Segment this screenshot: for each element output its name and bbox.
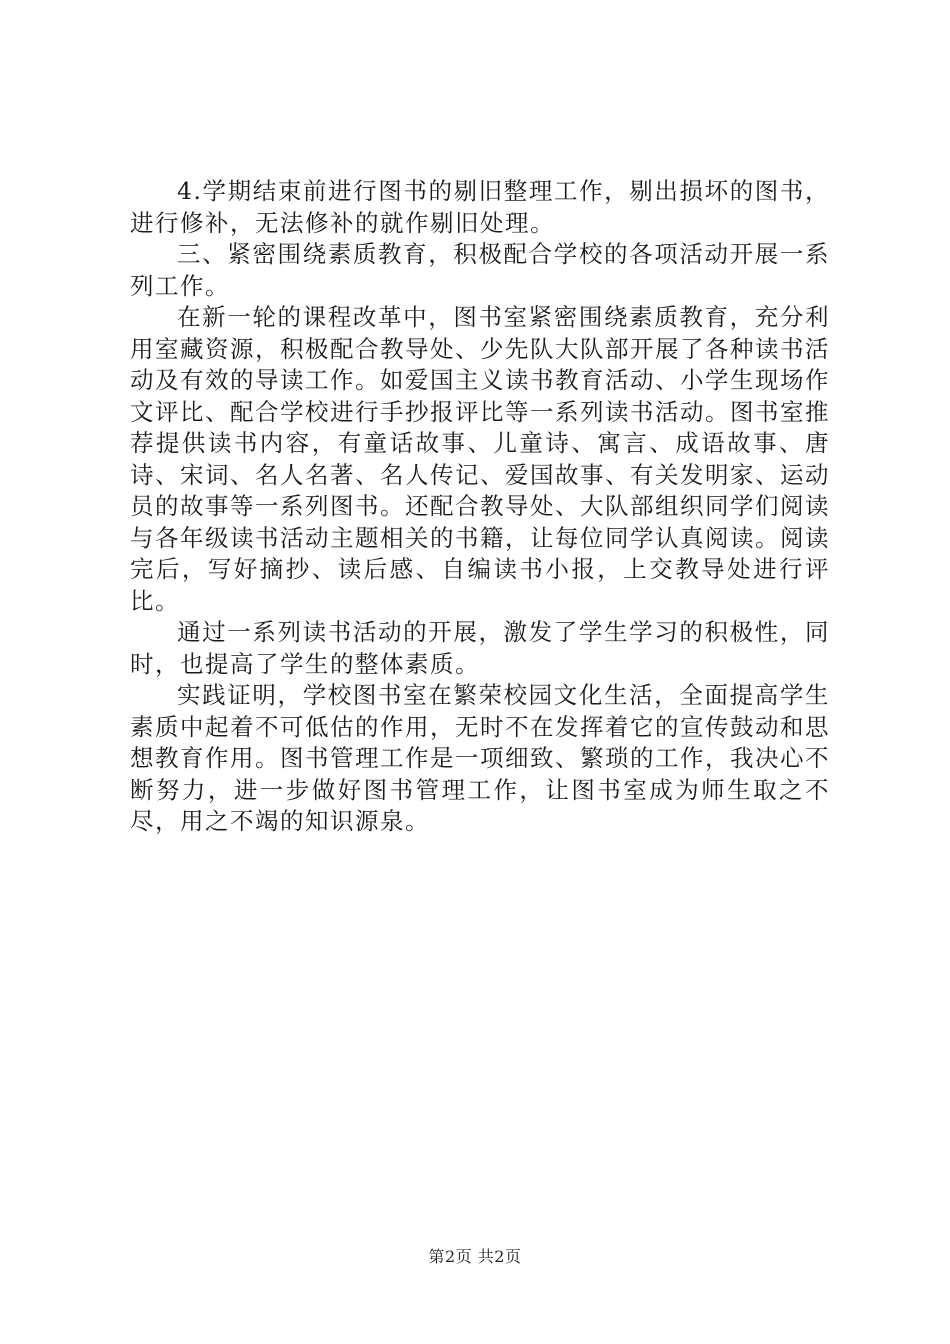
- section-heading-three: 三、紧密围绕素质教育，积极配合学校的各项活动开展一系列工作。: [130, 240, 830, 300]
- document-body: [130, 176, 830, 838]
- paragraph-item-4: 4.学期结束前进行图书的剔旧整理工作，剔出损坏的图书，进行修补，无法修补的就作剔旧处理。: [130, 177, 830, 237]
- paragraph-reading-activities: 通过一系列读书活动的开展，激发了学生学习的积极性，同时，也提高了学生的整体素质。: [130, 618, 830, 678]
- paragraph-conclusion: 实践证明，学校图书室在繁荣校园文化生活，全面提高学生素质中起着不可低估的作用，无时不在发挥着它的宣传鼓动和思想教育作用。图书管理工作是一项细致、繁琐的工作，我决心不断努力，进一步做好图书管理工作，让图书室成为师生取之不尽，用之不竭的知识源泉。: [130, 681, 830, 835]
- paragraph-curriculum-reform: 在新一轮的课程改革中，图书室紧密围绕素质教育，充分利用室藏资源，积极配合教导处、少先队大队部开展了各种读书活动及有效的导读工作。如爱国主义读书教育活动、小学生现场作文评比、配合学校进行手抄报评比等一系列读书活动。图书室推荐提供读书内容，有童话故事、儿童诗、寓言、成语故事、唐诗、宋词、名人名著、名人传记、爱国故事、有关发明家、运动员的故事等一系列图书。还配合教导处、大队部组织同学们阅读与各年级读书活动主题相关的书籍，让每位同学认真阅读。阅读完后，写好摘抄、读后感、自编读书小报，上交教导处进行评比。: [130, 303, 830, 615]
- page-number-footer: 第2页 共2页: [428, 1247, 522, 1266]
